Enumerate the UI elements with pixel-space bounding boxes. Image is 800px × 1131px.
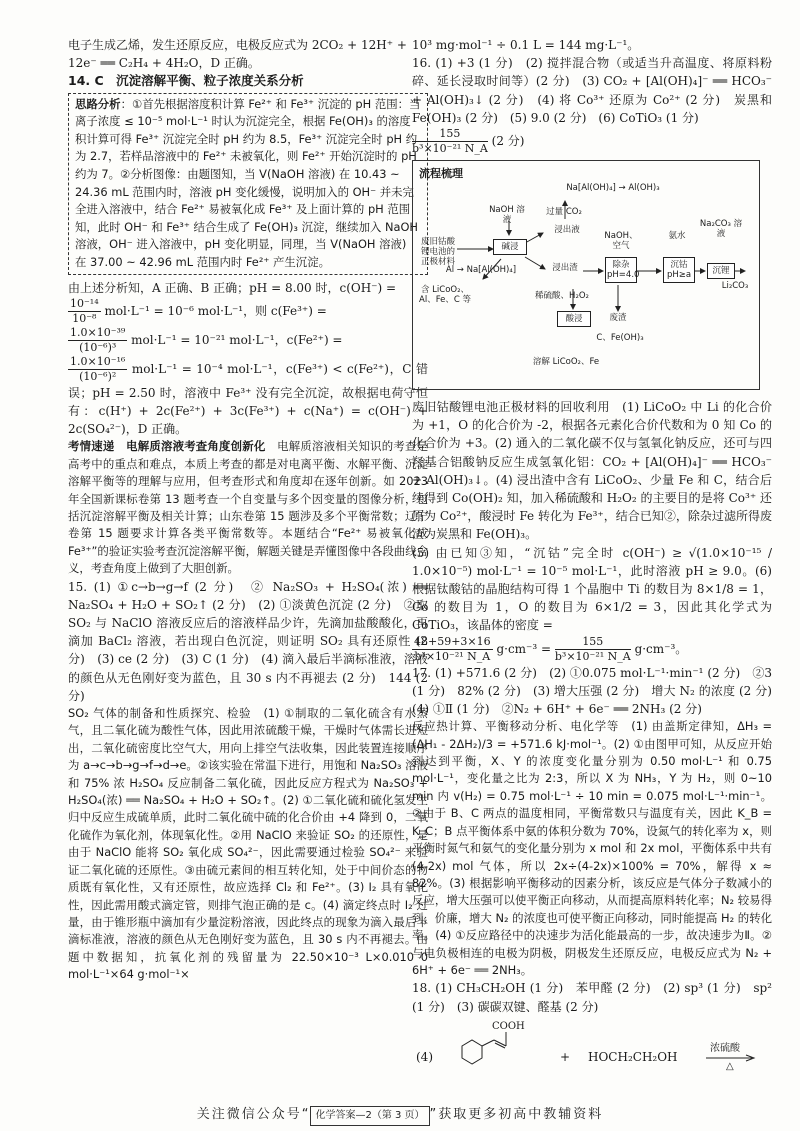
fraction-fe2-den: (10⁻⁶)² (79, 369, 117, 383)
flow-box-cobalt (663, 257, 695, 283)
q15-answer: 15. (1) ①c→b→g→f (2 分) ② Na₂SO₃ + H₂SO₄(浓) ══ Na₂SO₄ + H₂O + SO₂↑ (2 分) (2) ①淡黄色沉淀 (2 分) ②取 SO₂ 与 NaClO 溶液反应后的溶液样品少许，先滴加盐酸酸化，再滴加 BaCl₂ 溶液，若出现白色沉淀，则证明 SO₂ 具有还原性 (2 分) (3) ce (2 分) (3) C (1 分) (4) 滴入最后半滴标准液，溶液的颜色从无色刚好变为蓝色，且 30 s 内不再褪去 (2 分) 144 (2 分) (68, 579, 428, 703)
q15-result: 10³ mg·mol⁻¹ ÷ 0.1 L = 144 mg·L⁻¹。 (412, 38, 640, 52)
q18-equation (412, 1018, 772, 1072)
q16-explanation: 废旧钴酸锂电池正极材料的回收利用 (1) LiCoO₂ 中 Li 的化合价为 +1，O 的化合价为 -2，根据各元素化合价代数和为 0 知 Co 的化合价为 +3。(2) 通入的二氧化碳不仅与氢氧化钠反应，还可与四羟基合铝酸钠反应生成氢氧化铝：CO₂ + [Al(OH)₄]⁻ ══ HCO₃⁻ + Al(OH)₃↓。(4) 浸出渣中含有 LiCoO₂、少量 Fe 和 C，结合后续得到 Co(OH)₂ 知，加入稀硫酸和 H₂O₂ 的主要目的是将 Co³⁺ 还原为 Co²⁺，酸浸时 Fe 转化为 Fe³⁺，结合已知②，除杂过滤所得废渣为炭黑和 Fe(OH)₃。 (412, 400, 772, 542)
trend-text: 电解质溶液相关知识的考查是高考中的重点和难点，本质上考查的都是对电离平衡、水解平衡、沉淀溶解平衡等的理解与应用，但考查形式和角度却在逐年创新。如 2023 年全国新课标卷第 13 题考查一个自变量与多个因变量的图像分析，包括沉淀溶解平衡及相关计算；山东卷第 15 题涉及多个平衡常数；辽宁卷第 15 题要求计算各类平衡常数等。本题结合“Fe²⁺ 易被氧化成 Fe³⁺”的验证实验考查沉淀溶解平衡，解题关键是弄懂图像中各段曲线含义，考查角度上做到了大胆创新。 (68, 439, 428, 576)
q16-fraction (412, 127, 488, 156)
q18-eq-label: (4) (416, 1049, 433, 1064)
q16-density (412, 127, 772, 156)
flow-node-liquid: 浸出液 (554, 225, 580, 236)
q18-cooh: COOH (492, 1020, 525, 1032)
q14-calc-1b (68, 297, 428, 326)
fraction-fe2-num: 1.0×10⁻¹⁶ (70, 354, 126, 368)
q18-answer: 18. (1) CH₃CH₂OH (1 分) 苯甲醛 (2 分) (2) sp³ (1 分) sp² (1 分) (3) 碳碳双键、醛基 (2 分) (412, 981, 772, 1014)
fraction-oh-den: 10⁻⁸ (72, 311, 97, 325)
fraction-oh (68, 297, 101, 326)
q16-fraction-num: 155 (412, 127, 488, 142)
density-frac-2 (555, 635, 631, 664)
q14-calc-1b-text: mol·L⁻¹ = 10⁻⁶ mol·L⁻¹，则 c(Fe³⁺) = (100, 303, 327, 318)
flow-node-composition: 含 LiCoO₂、Al、Fe、C 等 (419, 285, 471, 306)
q14-calc-2 (68, 326, 428, 355)
footer-text-a: 关注微信公众号“ (196, 1107, 311, 1122)
analysis-box: 思路分析：①首先根据溶度积计算 Fe²⁺ 和 Fe³⁺ 沉淀的 pH 范围：当离子浓度 ≤ 10⁻⁵ mol·L⁻¹ 时认为沉淀完全，根据 Fe(OH)₃ 的溶度积计算可得 Fe³⁺ 沉淀完全时 pH 约为 8.5，Fe³⁺ 沉淀完全时 pH 约为 2.7，若样品溶液中的 Fe²⁺ 未被氧化，则 Fe²⁺ 开始沉淀时的 pH 约为 7。②分析图像：由题图知，当 V(NaOH 溶液) 在 10.43 ~ 24.36 mL 范围内时，溶液 pH 变化缓慢，说明加入的 OH⁻ 并未完全进入溶液中，结合 Fe²⁺ 易被氧化成 Fe³⁺ 及上面计算的 pH 范围知，此时 OH⁻ 和 Fe³⁺ 结合生成了 Fe(OH)₃ 沉淀，继续加入 NaOH 溶液，OH⁻ 进入溶液中，pH 变化明显，同理，当 V(NaOH 溶液) 在 37.00 ~ 42.96 mL 范围内时 Fe²⁺ 产生沉淀。 (68, 93, 428, 275)
flow-node-residue: 浸出渣 (552, 263, 578, 274)
flow-box-lithium: 沉锂 (707, 263, 735, 279)
q18-condition: 浓硫酸 (710, 1042, 740, 1054)
intro-line-1: 电子生成乙烯，发生还原反应，电极反应式为 2CO₂ + 12H⁺ + (68, 38, 407, 52)
q14-calc-2-text: mol·L⁻¹ = 10⁻²¹ mol·L⁻¹，c(Fe²⁺) = (127, 332, 343, 347)
q14-calc-3 (68, 355, 428, 439)
flow-node-ammonia: 氨水 (668, 231, 686, 242)
q15-explanation: SO₂ 气体的制备和性质探究、检验 (1) ①制取的二氧化硫含有水蒸气，且二氧化硫为酸性气体，因此用浓硫酸干燥，干燥时气体需长进短出，二氧化硫密度比空气大，用向上排空气法收集，因此装置连接顺序为 a→c→b→g→f→d→e。②该实验在常温下进行，用饱和 Na₂SO₃ 溶液和 75% 浓 H₂SO₄ 反应制备二氧化硫，因此反应方程式为 Na₂SO₃ + H₂SO₄(浓) ══ Na₂SO₄ + H₂O + SO₂↑。(2) ①二氧化硫和硫化氢发生归中反应生成硫单质，此时二氧化硫中硫的化合价由 +4 降到 0，二氧化硫作为氧化剂，体现氧化性。②用 NaClO 来验证 SO₂ 的还原性，是由于 NaClO 能将 SO₂ 氧化成 SO₄²⁻，因此需要通过检验 SO₄²⁻ 来验证二氧化硫的还原性。③由硫元素间的相互转化知，处于中间价态的物质既有氧化性，又有还原性，故应选择 Cl₂ 和 Fe²⁺。(3) I₂ 具有氧化性，因此需用酸式滴定管，则排气泡正确的是 c。(4) 滴定终点时 I₂ 过量，由于锥形瓶中滴加有少量淀粉溶液，因此终点的现象为滴入最后半滴标准液，溶液的颜色从无色刚好变为蓝色，且 30 s 内不再褪去。由题中数据知，抗氧化剂的残留量为 22.50×10⁻³ L×0.010 0 mol·L⁻¹×64 g·mol⁻¹× (68, 706, 428, 982)
flow-node-co2: 过量 CO₂ (546, 207, 582, 218)
left-column (68, 36, 428, 984)
flow-title: 流程梳理 (419, 167, 463, 181)
analysis-box-label: 思路分析 (75, 96, 121, 111)
flow-node-na2co3: Na₂CO₃ 溶液 (699, 219, 743, 240)
fraction-fe3-den: (10⁻⁶)³ (79, 340, 117, 354)
fraction-fe3-num: 1.0×10⁻³⁹ (70, 325, 126, 339)
density-frac-2-num: 155 (555, 635, 631, 650)
density-frac-1-den: b³×10⁻²¹ N_A (414, 649, 491, 663)
right-column (412, 36, 785, 1072)
trend-title: 考情速递 电解质溶液考查角度创新化 (68, 439, 266, 454)
flow-node-dissolve: 溶解 LiCoO₂、Fe (532, 357, 600, 368)
flow-node-naoh-air: NaOH、空气 (604, 231, 638, 252)
q14-calc-3-text: mol·L⁻¹ = 10⁻⁴ mol·L⁻¹，c(Fe³⁺) < c(Fe²⁺)，C 错误；pH = 2.50 时，溶液中 Fe³⁺ 没有完全沉淀，故根据电荷守恒有：c(H⁺) + 2c(Fe²⁺) + 3c(Fe³⁺) + c(Na⁺) = c(OH⁻) + 2c(SO₄²⁻)，D 正确。 (68, 361, 428, 437)
q18-heat: △ (726, 1060, 734, 1072)
flow-node-raw: 废旧钴酸锂电池的正极材料 (420, 237, 455, 268)
density-frac-1-num: 48+59+3×16 (414, 634, 491, 648)
flow-box-acid-leach: 酸浸 (557, 311, 591, 327)
q16-fraction-den: b³×10⁻²¹ N_A (412, 142, 488, 156)
trend-note (68, 438, 428, 577)
q18-plus: + (560, 1049, 571, 1064)
intro-line-2: 12e⁻ ══ C₂H₄ + 4H₂O，D 正确。 (68, 56, 260, 71)
q14-calc-1-text: 由上述分析知，A 正确、B 正确；pH = 8.00 时，c(OH⁻) = (68, 280, 397, 295)
q14-title: 14. C 沉淀溶解平衡、粒子浓度关系分析 (68, 73, 304, 89)
footer-text-b: ”获取更多初高中教辅资料 (429, 1107, 604, 1122)
density-frac-1 (412, 635, 493, 664)
flow-node-top: Na[Al(OH)₄] → Al(OH)₃ (566, 183, 660, 194)
q17-answer: 17. (1) +571.6 (2 分) (2) ①0.075 mol·L⁻¹·min⁻¹ (2 分) ②3 (1 分) 82% (2 分) (3) 增大压强 (2 分) 增大 N₂ 的浓度 (2 分) (4) ①Ⅱ (1 分) ②N₂ + 6H⁺ + 6e⁻ ══ 2NH₃ (2 分) (412, 665, 785, 717)
q14-calc-1 (68, 279, 428, 297)
q18-glycol: HOCH₂CH₂OH (588, 1049, 678, 1064)
density-tail: g·cm⁻³。 (630, 641, 688, 656)
flow-node-li2co3: Li₂CO₃ (721, 281, 749, 292)
flow-node-waste-content: C、Fe(OH)₃ (596, 333, 644, 344)
q16-answer: 16. (1) +3 (1 分) (2) 搅拌混合物（或适当升高温度、将原料粉碎、延长浸取时间等）(2 分) (3) CO₂ + [Al(OH)₄]⁻ ══ HCO₃⁻ + Al(OH)₃↓ (2 分) (4) 将 Co³⁺ 还原为 Co²⁺ (2 分) 炭黑和 Fe(OH)₃ (2 分) (5) 9.0 (2 分) (6) CoTiO₃ (1 分) (412, 56, 772, 125)
flow-chart (412, 160, 760, 390)
flow-node-naoh: NaOH 溶液 (489, 205, 525, 226)
analysis-box-text: ①首先根据溶度积计算 Fe²⁺ 和 Fe³⁺ 沉淀的 pH 范围：当离子浓度 ≤ 10⁻⁵ mol·L⁻¹ 时认为沉淀完全，根据 Fe(OH)₃ 的溶度积计算可得 Fe³⁺ 沉淀完全时 pH 约为 8.5，Fe³⁺ 沉淀完全时 pH 约为 2.7，若样品溶液中的 Fe²⁺ 未被氧化，则 Fe²⁺ 开始沉淀时的 pH 约为 7。②分析图像：由题图知，当 V(NaOH 溶液) 在 10.43 ~ 24.36 mL 范围内时，溶液 pH 变化缓慢，说明加入的 OH⁻ 并未完全进入溶液中，结合 Fe²⁺ 易被氧化成 Fe³⁺ 及上面计算的 pH 范围知，此时 OH⁻ 和 Fe³⁺ 结合生成了 Fe(OH)₃ 沉淀，继续加入 NaOH 溶液，OH⁻ 进入溶液中，pH 变化明显，同理，当 V(NaOH 溶液) 在 37.00 ~ 42.96 mL 范围内时 Fe²⁺ 产生沉淀。 (75, 96, 421, 269)
flow-node-al: Al → Na[Al(OH)₄] (445, 265, 517, 276)
fraction-fe3 (68, 326, 127, 355)
flow-box-cobalt-label: 沉钴 (670, 260, 688, 271)
flow-node-waste: 废渣 (609, 313, 627, 324)
density-mid: g·cm⁻³ = (492, 641, 555, 656)
page-tag: 化学答案—2（第 3 页） (310, 1106, 429, 1126)
flow-box-purify (605, 257, 640, 283)
fraction-fe2 (68, 355, 127, 384)
page-footer (0, 1106, 800, 1126)
density-frac-2-den: b³×10⁻²¹ N_A (554, 649, 631, 663)
q16-density-tail: (2 分) (487, 134, 525, 149)
q17-explanation: 反应热计算、平衡移动分析、电化学等 (1) 由盖斯定律知，ΔH₃ = (ΔH₁ - 2ΔH₂)/3 = +571.6 kJ·mol⁻¹。(2) ①由图甲可知，从反应开始到达到平衡，X、Y 的浓度变化量分别为 0.50 mol·L⁻¹ 和 0.75 mol·L⁻¹，变化量之比为 2:3，所以 X 为 NH₃，Y 为 H₂，则 0~10 min 内 v(H₂) = 0.75 mol·L⁻¹ ÷ 10 min = 0.075 mol·L⁻¹·min⁻¹。②由于 B、C 两点的温度相同，平衡常数只与温度有关，因此 K_B = K_C；B 点平衡体系中氨的体积分数为 70%，设氮气的转化率为 x，则平衡时氮气和氨气的变化量分别为 x mol 和 2x mol，平衡体系中共有 (4-2x) mol 气体，所以 2x÷(4-2x)×100% = 70%，解得 x ≈ 82%。(3) 根据影响平衡移动的因素分析，该反应是气体分子数减小的反应，增大压强可以使平衡正向移动，从而提高原料转化率；N₂ 较易得到，价廉，增大 N₂ 的浓度也可使平衡正向移动，同时能提高 H₂ 的转化率。(4) ①反应路径中的决速步为活化能最高的一步，故决速步为Ⅱ。②与电负极相连的电极为阴极，阴极发生还原反应，电极反应式为 N₂ + 6H⁺ + 6e⁻ ══ 2NH₃。 (412, 719, 772, 977)
flow-box-alkali: 碱浸 (493, 239, 527, 255)
fraction-oh-num: 10⁻¹⁴ (70, 296, 99, 310)
flow-box-purify-label: 除杂 (612, 260, 630, 271)
q16-explanation-2: (5) 由已知③知，“沉钴”完全时 c(OH⁻) ≥ √(1.0×10⁻¹⁵ / 1.0×10⁻⁵) mol·L⁻¹ = 10⁻⁵ mol·L⁻¹，此时溶液 pH ≥ 9.0。(6) 根据钛酸钴的晶胞结构可得 1 个晶胞中 Ti 的数目为 8×1/8 = 1，Co 的数目为 1，O 的数目为 6×1/2 = 3，因此其化学式为 CoTiO₃，该晶体的密度 = (412, 545, 772, 633)
q16-density-calc (412, 635, 772, 664)
flow-node-acid: 稀硫酸、H₂O₂ (535, 291, 589, 302)
flow-box-purify-ph: pH=4.0 (607, 270, 640, 281)
flow-box-cobalt-ph: pH≥a (666, 270, 692, 281)
